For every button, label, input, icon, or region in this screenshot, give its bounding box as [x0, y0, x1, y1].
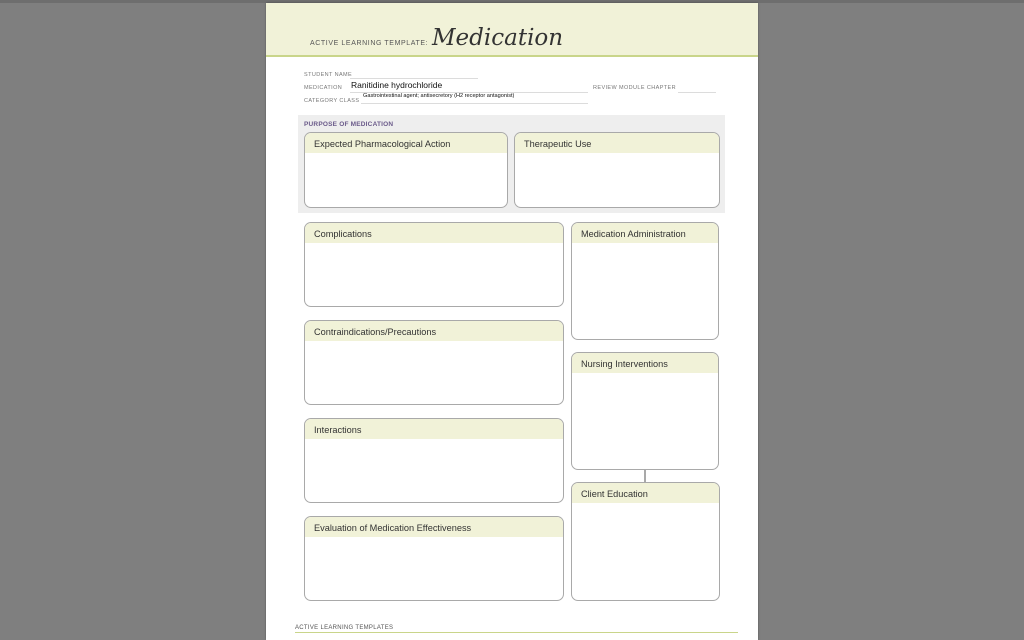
review-module-line: [678, 92, 716, 93]
document-page: [266, 3, 758, 640]
pharm-action-title: Expected Pharmacological Action: [305, 133, 507, 153]
category-class-field[interactable]: Gastrointestinal agent; antisecretory (H2 receptor antagonist): [363, 93, 515, 99]
purpose-title: PURPOSE OF MEDICATION: [304, 121, 394, 128]
review-module-label: REVIEW MODULE CHAPTER: [593, 85, 676, 91]
connector-line: [644, 469, 646, 483]
client-education-box[interactable]: [571, 482, 720, 601]
pharm-action-box[interactable]: [304, 132, 508, 208]
footer-label: ACTIVE LEARNING TEMPLATES: [295, 625, 394, 631]
template-header: [266, 3, 758, 57]
contraindications-box[interactable]: [304, 320, 564, 405]
administration-title: Medication Administration: [572, 223, 718, 243]
student-name-label: STUDENT NAME: [304, 72, 353, 78]
therapeutic-use-title: Therapeutic Use: [515, 133, 719, 153]
template-label: ACTIVE LEARNING TEMPLATE:: [310, 40, 429, 47]
contraindications-title: Contraindications/Precautions: [305, 321, 563, 341]
student-name-line: [350, 78, 478, 79]
administration-box[interactable]: [571, 222, 719, 340]
template-title: Medication: [432, 25, 564, 51]
interactions-box[interactable]: [304, 418, 564, 503]
client-education-title: Client Education: [572, 483, 719, 503]
category-class-line: [361, 103, 588, 104]
evaluation-box[interactable]: [304, 516, 564, 601]
evaluation-title: Evaluation of Medication Effectiveness: [305, 517, 563, 537]
complications-title: Complications: [305, 223, 563, 243]
nursing-interventions-box[interactable]: [571, 352, 719, 470]
medication-field[interactable]: Ranitidine hydrochloride: [351, 80, 443, 90]
footer-rule: [295, 632, 738, 633]
medication-label: MEDICATION: [304, 85, 343, 91]
therapeutic-use-box[interactable]: [514, 132, 720, 208]
complications-box[interactable]: [304, 222, 564, 307]
category-class-label: CATEGORY CLASS: [304, 98, 360, 104]
interactions-title: Interactions: [305, 419, 563, 439]
nursing-interventions-title: Nursing Interventions: [572, 353, 718, 373]
